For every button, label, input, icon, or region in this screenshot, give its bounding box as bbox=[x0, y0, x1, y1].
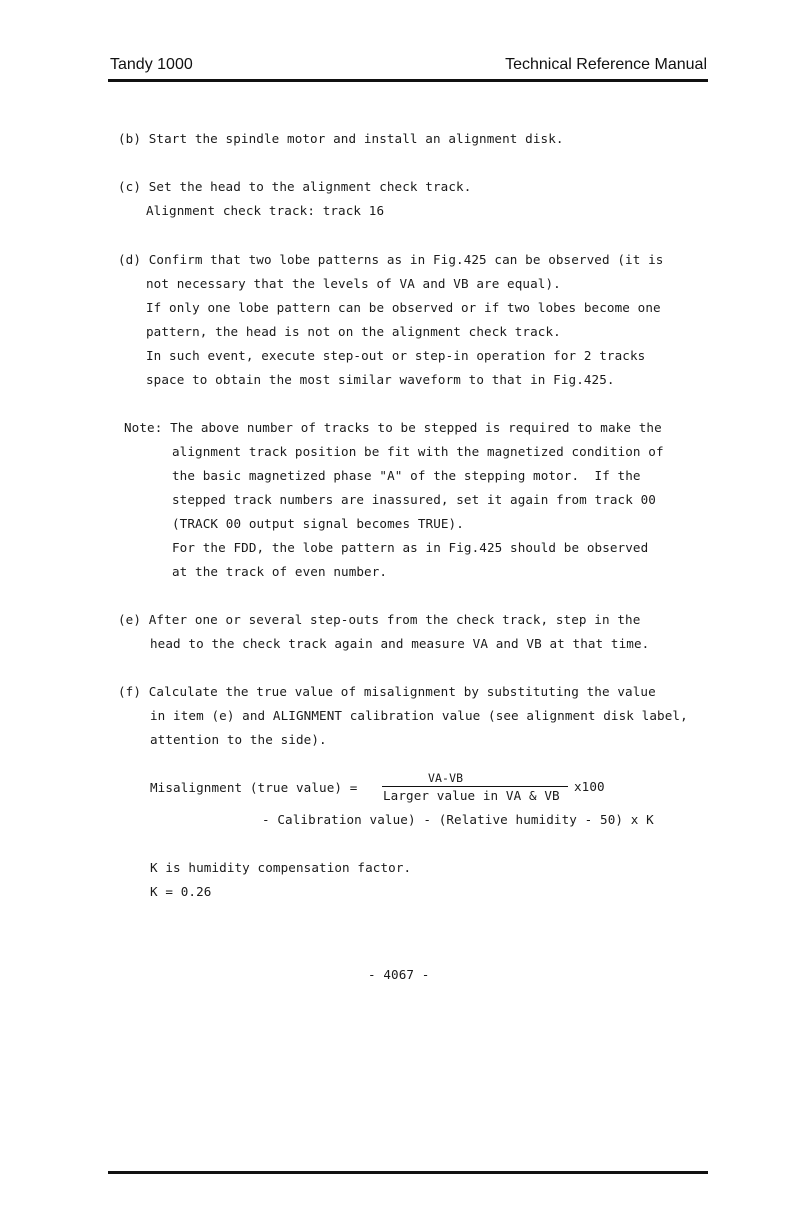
step-f-line-1: (f) Calculate the true value of misalignment by substituting the value bbox=[118, 684, 656, 699]
page-number: - 4067 - bbox=[368, 967, 430, 982]
page-header-right: Technical Reference Manual bbox=[505, 56, 707, 73]
step-d-line-3: If only one lobe pattern can be observed or if two lobes become one bbox=[146, 300, 661, 315]
k-definition: K is humidity compensation factor. bbox=[150, 860, 412, 875]
step-f-line-2: in item (e) and ALIGNMENT calibration value (see alignment disk label, bbox=[150, 708, 688, 723]
note-line-5: (TRACK 00 output signal becomes TRUE). bbox=[172, 516, 464, 531]
step-c-line-1: (c) Set the head to the alignment check track. bbox=[118, 179, 472, 194]
step-d-line-6: space to obtain the most similar waveform to that in Fig.425. bbox=[146, 372, 615, 387]
note-line-2: alignment track position be fit with the magnetized condition of bbox=[172, 444, 664, 459]
note-line-1: Note: The above number of tracks to be stepped is required to make the bbox=[124, 420, 662, 435]
formula-denominator: Larger value in VA & VB bbox=[383, 788, 560, 803]
step-d-line-5: In such event, execute step-out or step-in operation for 2 tracks bbox=[146, 348, 646, 363]
step-b-line-1: (b) Start the spindle motor and install an alignment disk. bbox=[118, 131, 564, 146]
page-header-left: Tandy 1000 bbox=[110, 56, 193, 73]
k-value: K = 0.26 bbox=[150, 884, 212, 899]
note-line-3: the basic magnetized phase "A" of the stepping motor. If the bbox=[172, 468, 641, 483]
step-d-line-4: pattern, the head is not on the alignment check track. bbox=[146, 324, 561, 339]
formula-lhs: Misalignment (true value) = bbox=[150, 780, 358, 795]
step-f-line-3: attention to the side). bbox=[150, 732, 327, 747]
footer-rule bbox=[108, 1171, 708, 1174]
step-e-line-2: head to the check track again and measure VA and VB at that time. bbox=[150, 636, 650, 651]
fraction-bar bbox=[382, 786, 568, 787]
formula-numerator: VA-VB bbox=[428, 771, 464, 785]
step-d-line-1: (d) Confirm that two lobe patterns as in Fig.425 can be observed (it is bbox=[118, 252, 664, 267]
step-e-line-1: (e) After one or several step-outs from the check track, step in the bbox=[118, 612, 641, 627]
note-line-7: at the track of even number. bbox=[172, 564, 388, 579]
step-d-line-2: not necessary that the levels of VA and VB are equal). bbox=[146, 276, 561, 291]
formula-multiplier: x100 bbox=[574, 779, 605, 794]
step-c-line-2: Alignment check track: track 16 bbox=[146, 203, 385, 218]
note-line-6: For the FDD, the lobe pattern as in Fig.425 should be observed bbox=[172, 540, 649, 555]
header-rule bbox=[108, 79, 708, 82]
note-line-4: stepped track numbers are inassured, set it again from track 00 bbox=[172, 492, 656, 507]
formula-continuation: - Calibration value) - (Relative humidity - 50) x K bbox=[262, 812, 654, 827]
